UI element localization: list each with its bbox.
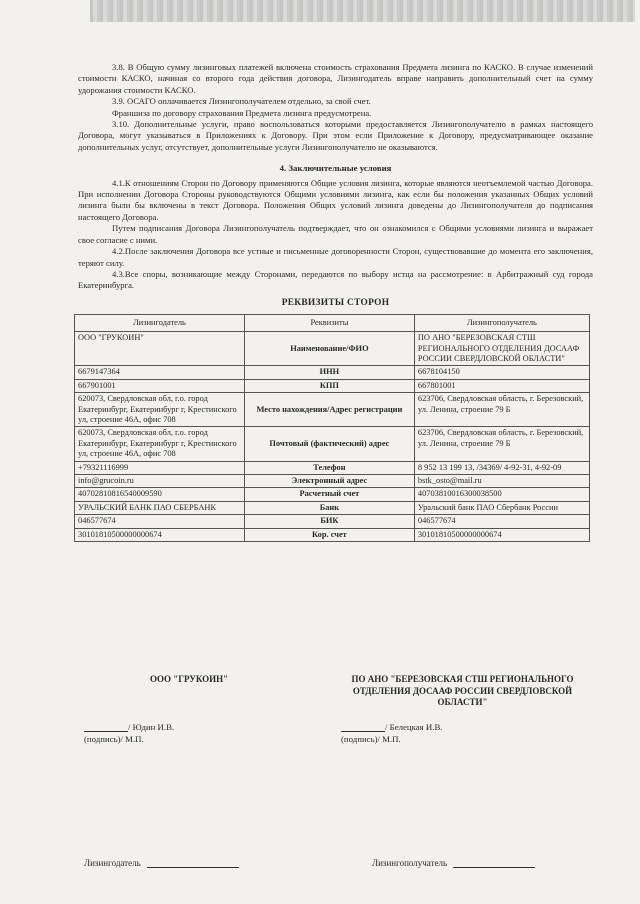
table-row xyxy=(75,393,590,427)
requisite-label: ИНН xyxy=(244,366,414,379)
table-header-row xyxy=(75,315,590,332)
document-body xyxy=(78,62,593,542)
signature-blank xyxy=(84,731,128,732)
lessee-cell: 623706, Свердловская область, г. Березовский, ул. Ленина, строение 79 Б xyxy=(414,427,589,461)
clause-3-9: 3.9. ОСАГО оплачивается Лизингополучателем отдельно, за свой счет. xyxy=(112,96,371,107)
table-row xyxy=(75,332,590,366)
clause-4-1: 4.1.К отношениям Сторон по Договору применяются Общие условия лизинга, которые являются неотъемлемой частью Договора. При исполнении Договора Стороны руководствуются Общими условиями лизинга, как если бы положения указанных Общих условий лизинга были бы включены в текст Договора. Положения Общих условий лизинга доведены до Лизингополучателя до подписания настоящего Договора. xyxy=(78,177,593,222)
lessor-signature-line xyxy=(84,722,174,732)
lessee-cell: 6678104150 xyxy=(414,366,589,379)
requisite-label: Телефон xyxy=(244,461,414,474)
signature-blank xyxy=(341,731,385,732)
clause-4-1-consent: Путем подписания Договора Лизингополучатель подтверждает, что он ознакомился с Общими условиями лизинга и выражает свое согласие с ними. xyxy=(78,223,593,245)
footer-lessor xyxy=(84,858,239,868)
table-row xyxy=(75,528,590,541)
table-row xyxy=(75,461,590,474)
table-row xyxy=(75,379,590,392)
lessor-cell: 6679147364 xyxy=(75,366,245,379)
lessor-cell: 620073, Свердловская обл, г.о. город Екатеринбург, Екатеринбург г, Крестинского ул, строение 46А, офис 708 xyxy=(75,427,245,461)
lessee-signature-caption: (подпись)/ М.П. xyxy=(341,734,401,744)
requisite-label: Почтовый (фактический) адрес xyxy=(244,427,414,461)
lessee-cell: 30101810500000000674 xyxy=(414,528,589,541)
lessor-signature-caption: (подпись)/ М.П. xyxy=(84,734,144,744)
header-requisites: Реквизиты xyxy=(244,315,414,332)
lessor-signer-name: / Юдин И.В. xyxy=(128,722,175,732)
lessee-cell: 8 952 13 199 13, /34369/ 4-92-31, 4-92-09 xyxy=(414,461,589,474)
lessor-cell: 046577674 xyxy=(75,515,245,528)
footer-lessee-blank xyxy=(453,867,535,868)
requisites-title: РЕКВИЗИТЫ СТОРОН xyxy=(281,297,390,308)
clause-4-2: 4.2.После заключения Договора все устные и письменные договоренности Сторон, существовавшие до момента его заключения, теряют силу. xyxy=(78,246,593,268)
requisite-label: Место нахождения/Адрес регистрации xyxy=(244,393,414,427)
header-lessee: Лизингополучатель xyxy=(414,315,589,332)
lessee-signer-name: / Белецкая И.В. xyxy=(385,722,443,732)
footer-lessee-label: Лизингополучатель xyxy=(372,858,448,868)
lessor-cell: +79321116999 xyxy=(75,461,245,474)
requisite-label: Электронный адрес xyxy=(244,475,414,488)
requisite-label: Кор. счет xyxy=(244,528,414,541)
lessor-cell: 620073, Свердловская обл, г.о. город Екатеринбург, Екатеринбург г, Крестинского ул, строение 46А, офис 708 xyxy=(75,393,245,427)
lessee-cell: bstk_osto@mail.ru xyxy=(414,475,589,488)
header-lessor: Лизингодатель xyxy=(75,315,245,332)
lessor-signature-org: ООО "ГРУКОИН" xyxy=(150,674,229,684)
lessor-cell: 30101810500000000674 xyxy=(75,528,245,541)
table-row xyxy=(75,427,590,461)
scan-artifact xyxy=(90,0,635,22)
lessor-cell: УРАЛЬСКИЙ БАНК ПАО СБЕРБАНК xyxy=(75,501,245,514)
table-row xyxy=(75,475,590,488)
lessee-cell: 623706, Свердловская область, г. Березовский, ул. Ленина, строение 79 Б xyxy=(414,393,589,427)
lessor-cell: 40702810816540009590 xyxy=(75,488,245,501)
lessee-cell: ПО АНО "БЕРЕЗОВСКАЯ СТШ РЕГИОНАЛЬНОГО ОТДЕЛЕНИЯ ДОСААФ РОССИИ СВЕРДЛОВСКОЙ ОБЛАСТИ" xyxy=(414,332,589,366)
requisite-label: КПП xyxy=(244,379,414,392)
requisites-table xyxy=(74,314,590,542)
clause-4-3: 4.3.Все споры, возникающие между Сторонами, передаются по выбору истца на рассмотрение: в Арбитражный суд города Екатеринбурга. xyxy=(78,268,593,291)
lessee-cell: 40703810016300038500 xyxy=(414,488,589,501)
footer-lessee xyxy=(372,858,535,868)
requisite-label: Банк xyxy=(244,501,414,514)
table-row xyxy=(75,366,590,379)
lessor-cell: info@grucoin.ru xyxy=(75,475,245,488)
table-row xyxy=(75,488,590,501)
lessee-cell: 046577674 xyxy=(414,515,589,528)
lessee-cell: 667801001 xyxy=(414,379,589,392)
table-row xyxy=(75,501,590,514)
clause-3-10: 3.10. Дополнительные услуги, право воспользоваться которыми предоставляется Лизингополучателю в рамках настоящего Договора, могут указываться в Приложениях к Договору. При этом если Приложение к Договору, предусматривающее оказание дополнительных услуг, отсутствует, дополнительные услуги Лизингополучателю не оказываются. xyxy=(78,119,593,152)
lessor-cell: 667901001 xyxy=(75,379,245,392)
footer-lessor-blank xyxy=(147,867,239,868)
lessee-signature-line xyxy=(341,722,443,732)
lessee-cell: Уральский банк ПАО Сбербанк России xyxy=(414,501,589,514)
requisite-label: БИК xyxy=(244,515,414,528)
lessor-cell: ООО "ГРУКОИН" xyxy=(75,332,245,366)
clause-3-9-franchise: Франшиза по договору страхования Предмета лизинга предусмотрена. xyxy=(112,107,372,118)
clause-3-8: 3.8. В Общую сумму лизинговых платежей включена стоимость страхования Предмета лизинга по КАСКО. В случае изменений стоимости КАСКО, начиная со второго года действия договора, Лизингодатель вправе направить дополнительный счет на сумму удорожания стоимости КАСКО. xyxy=(78,62,593,95)
footer-lessor-label: Лизингодатель xyxy=(84,858,141,868)
requisite-label: Наименование/ФИО xyxy=(244,332,414,366)
table-row xyxy=(75,515,590,528)
requisite-label: Расчетный счет xyxy=(244,488,414,501)
section-heading: 4. Заключительные условия xyxy=(279,163,392,174)
lessee-signature-org: ПО АНО "БЕРЕЗОВСКАЯ СТШ РЕГИОНАЛЬНОГО ОТДЕЛЕНИЯ ДОСААФ РОССИИ СВЕРДЛОВСКОЙ ОБЛАСТИ" xyxy=(351,674,574,707)
